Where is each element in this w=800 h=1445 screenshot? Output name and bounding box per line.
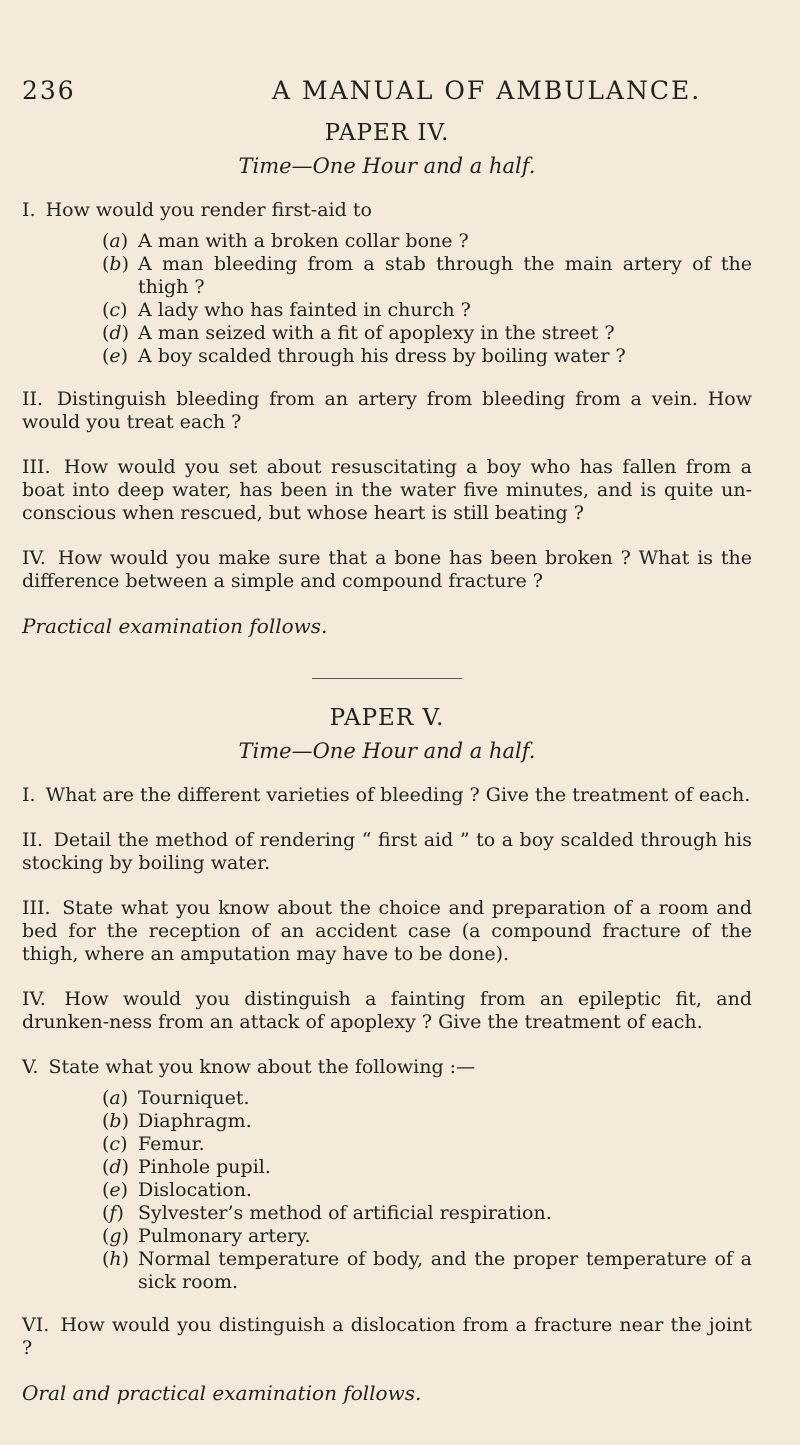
paper-iv-question-4 <box>22 547 752 593</box>
list-item: (a) Tourniquet. <box>102 1087 250 1109</box>
list-item: (d) Pinhole pupil. <box>102 1156 271 1178</box>
item-label: b <box>109 253 122 275</box>
question-number: VI. <box>22 1314 50 1336</box>
item-label: d <box>109 322 122 344</box>
question-number: IV. <box>22 988 46 1010</box>
paper-iv-question-3 <box>22 456 752 525</box>
question-text: Distinguish bleeding from an artery from bleeding from a vein. How would you treat each ? <box>22 388 752 433</box>
list-item: (b) Diaphragm. <box>102 1110 252 1132</box>
question-number: I. <box>22 784 36 806</box>
item-text: Dislocation. <box>138 1179 252 1201</box>
question-number: V. <box>22 1056 39 1078</box>
item-label: a <box>109 1087 121 1109</box>
paper-v-heading: PAPER V. <box>329 705 445 731</box>
page-number: 236 <box>22 76 76 105</box>
paper-iv-footer-note: Practical examination follows. <box>22 614 328 638</box>
list-item: (g) Pulmonary artery. <box>102 1225 311 1247</box>
section-divider <box>312 678 462 679</box>
item-text: Pinhole pupil. <box>138 1156 271 1178</box>
item-text: A boy scalded through his dress by boiling water ? <box>138 345 626 367</box>
page-content <box>22 122 752 1445</box>
item-label: b <box>109 1110 122 1132</box>
paper-v-question-3 <box>22 897 752 966</box>
paper-v-question-1 <box>22 784 752 807</box>
question-text: How would you distinguish a fainting from an epileptic fit, and drunken-ness from an attack of apoplexy ? Give the treatment of each. <box>22 988 752 1033</box>
question-text: State what you know about the choice and preparation of a room and bed for the reception of an accident case (a compound fracture of the thigh, where an amputation may have to be done). <box>22 897 752 965</box>
question-text: How would you render first-aid to <box>45 199 372 221</box>
question-number: III. <box>22 456 51 478</box>
question-number: III. <box>22 897 51 919</box>
item-label: h <box>109 1248 122 1270</box>
list-item: (h) Normal temperature of body, and the proper temperature of a sick room. <box>102 1248 752 1293</box>
running-head <box>22 76 760 108</box>
question-number: II. <box>22 829 44 851</box>
item-label: c <box>109 299 121 321</box>
question-text: What are the different varieties of bleeding ? Give the treatment of each. <box>45 784 751 806</box>
item-label: c <box>109 1133 121 1155</box>
item-text: Sylvester’s method of artificial respiration. <box>138 1202 552 1224</box>
item-text: A man seized with a fit of apoplexy in the street ? <box>138 322 615 344</box>
item-text: A man bleeding from a stab through the main artery of the thigh ? <box>138 253 752 298</box>
item-label: e <box>109 1179 121 1201</box>
item-text: Diaphragm. <box>138 1110 252 1132</box>
list-item: (e) A boy scalded through his dress by boiling water ? <box>102 345 626 367</box>
paper-iv-heading: PAPER IV. <box>324 120 450 146</box>
list-item: (a) A man with a broken collar bone ? <box>102 230 469 252</box>
question-text: How would you make sure that a bone has been broken ? What is the difference between a simple and compound fracture ? <box>22 547 752 592</box>
list-item: (f) Sylvester’s method of artificial respiration. <box>102 1202 552 1224</box>
paper-v-question-4 <box>22 988 752 1034</box>
item-text: Tourniquet. <box>138 1087 250 1109</box>
question-text: How would you distinguish a dislocation from a fracture near the joint ? <box>22 1314 752 1359</box>
list-item: (e) Dislocation. <box>102 1179 252 1201</box>
paper-v-question-6 <box>22 1314 752 1360</box>
question-text: State what you know about the following :— <box>48 1056 476 1078</box>
question-text: Detail the method of rendering “ first aid ” to a boy scalded through his stocking by boiling water. <box>22 829 752 874</box>
question-number: I. <box>22 199 36 221</box>
list-item: (c) Femur. <box>102 1133 205 1155</box>
list-item: (b) A man bleeding from a stab through the main artery of the thigh ? <box>102 253 752 298</box>
item-label: e <box>109 345 121 367</box>
item-text: Normal temperature of body, and the proper temperature of a sick room. <box>138 1248 752 1293</box>
paper-v-section <box>22 707 752 1405</box>
question-text: How would you set about resuscitating a boy who has fallen from a boat into deep water, has been in the water five minutes, and is quite un-conscious when rescued, but whose heart is still beating ? <box>22 456 752 524</box>
list-item: (d) A man seized with a fit of apoplexy in the street ? <box>102 322 615 344</box>
paper-iv-question-1-items <box>22 230 752 368</box>
item-label: a <box>109 230 121 252</box>
item-text: A lady who has fainted in church ? <box>138 299 471 321</box>
paper-iv-section <box>22 122 752 638</box>
paper-v-footer-note: Oral and practical examination follows. <box>22 1381 422 1405</box>
paper-v-question-5-items <box>22 1087 752 1294</box>
paper-iv-question-1 <box>22 199 752 222</box>
paper-v-question-2 <box>22 829 752 875</box>
paper-v-time: Time—One Hour and a half. <box>238 739 536 763</box>
paper-iv-question-2 <box>22 388 752 434</box>
item-label: f <box>109 1202 117 1224</box>
list-item: (c) A lady who has fainted in church ? <box>102 299 471 321</box>
paper-iv-time: Time—One Hour and a half. <box>238 154 536 178</box>
item-text: Femur. <box>138 1133 205 1155</box>
paper-v-question-5 <box>22 1056 752 1079</box>
running-title: A MANUAL OF AMBULANCE. <box>272 76 702 105</box>
question-number: IV. <box>22 547 46 569</box>
item-text: A man with a broken collar bone ? <box>138 230 469 252</box>
item-text: Pulmonary artery. <box>138 1225 311 1247</box>
item-label: g <box>109 1225 122 1247</box>
item-label: d <box>109 1156 122 1178</box>
question-number: II. <box>22 388 44 410</box>
